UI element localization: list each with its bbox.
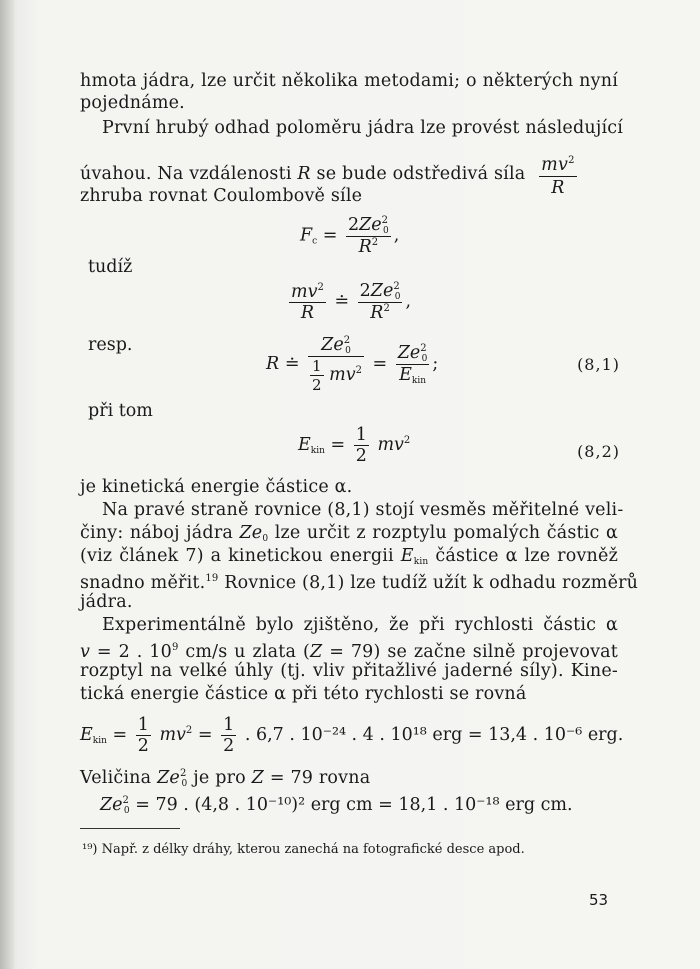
fraction: $Ze^2_0$ $\frac{1}{2}$ $mv^2$ [308,335,364,394]
fraction: $\frac{2Ze^2_0}{R^2}$ [348,215,389,257]
fraction: $\frac{mv^2}{R}$ [291,281,324,323]
text-span: (viz článek 7) a kinetickou energii [80,546,394,566]
footnote-divider [80,828,180,829]
equation-ekin-numeric: $E_{kin}$ = $\frac{1}{2}$ $mv^2$ = $\frac{1}{2}$ . 6,7 . 10⁻²⁴ . 4 . 10¹⁸ erg = 13,4 . 10⁻⁶ erg. [80,715,624,756]
equation-8-1: R ≐ $Ze^2_0$ $\frac{1}{2}$ $mv^2$ = $\frac{Ze^2_0}{E_{kin}}$ ; [266,335,439,394]
math-Ekin: E [400,546,414,566]
text-line: v = 2 . $10^9$ cm/s u zlata (Z = 79) se začne silně projevovat [80,642,619,662]
text-span: je pro [193,768,246,788]
page-number: 53 [589,891,609,909]
math-Ze0: Ze [239,523,263,543]
label-resp: resp. [88,335,133,355]
text-line: Experimentálně bylo zjištěno, že při rychlosti částic α [102,615,618,635]
equation-balance: $\frac{mv^2}{R}$ ≐ $\frac{2Ze^2_0}{R^2}$ , [291,281,412,323]
text-span: = 2 . 10 [96,642,172,662]
text-span: částice α lze rovněž [435,546,619,566]
text-line: Na pravé straně rovnice (8,1) stojí vesměs měřitelné veli- [102,500,624,520]
text-span: činy: náboj jádra [80,523,234,543]
equation-8-2: $E_{kin}$ = $\frac{1}{2}$ $mv^2$ [298,425,411,466]
fraction: $\frac{Ze^2_0}{E_{kin}}$ [397,343,428,386]
text-span: Rovnice (8,1) lze tudíž užít k odhadu rozměrů [224,573,639,593]
text-span: snadno měřit. [80,573,206,593]
equation-ze0-numeric: $Ze^2_0 = 79$ . (4,8 . 10⁻¹⁰)² erg cm = 18,1 . 10⁻¹⁸ erg cm. [100,795,573,816]
math-Z: Z [310,642,323,662]
label-pritom: při tom [88,401,153,421]
equation-coulomb: $F_c$ = $\frac{2Ze^2_0}{R^2}$ , [300,215,400,257]
text-line: První hrubý odhad poloměru jádra lze provést následující [102,118,624,138]
fraction: $\frac{2Ze^2_0}{R^2}$ [359,281,401,323]
equation-number: (8,1) [577,355,620,374]
text-span: = 79 . (4,8 . 10⁻¹⁰)² erg cm = 18,1 . 10⁻¹⁸ erg cm. [135,795,573,815]
text-line: tická energie částice α při této rychlosti se rovná [80,684,527,704]
text-span: se bude odstředivá síla [316,164,526,184]
math-var-R: R [297,164,311,184]
text-line: rozptyl na velké úhly (tj. vliv přitažlivé jaderné síly). Kine- [80,661,618,681]
text-line: pojednáme. [80,93,185,113]
text-span: cm/s u zlata ( [185,642,310,662]
page-gutter-shadow [0,0,14,969]
text-span: lze určit z rozptylu pomalých částic α [274,523,618,543]
text-line: činy: náboj jádra $Ze_0$ lze určit z rozptylu pomalých částic α [80,523,618,544]
text-span: = 79) se začne silně projevovat [329,642,619,662]
fraction: $\frac{1}{2}$ [355,425,367,466]
text-line: Veličina $Ze^2_0$ je pro Z = 79 rovna [80,768,371,789]
footnote-ref: 19 [205,573,219,584]
text-span: úvahou. Na vzdálenosti [80,164,292,184]
text-span: . 6,7 . 10⁻²⁴ . 4 . 10¹⁸ erg = 13,4 . 10⁻⁶ erg. [244,725,624,745]
equation-number: (8,2) [577,442,620,461]
text-line: hmota jádra, lze určit několika metodami; o některých nyní [80,71,618,91]
footnote: ¹⁹) Např. z délky dráhy, kterou zanechá na fotografické desce apod. [82,842,525,857]
text-span: Veličina [80,768,152,788]
text-span: = 79 rovna [269,768,371,788]
text-line: (viz článek 7) a kinetickou energii $E_{kin}$ částice α lze rovněž [80,546,619,567]
math-v: v [80,642,91,662]
label-tudiz: tudíž [88,257,133,277]
fraction-mv2-R: $\frac{mv^2}{R}$ [541,155,575,198]
text-line: zhruba rovnat Coulombově síle [80,186,363,206]
text-line: jádra. [80,592,133,612]
text-line: je kinetická energie částice α. [80,477,353,497]
